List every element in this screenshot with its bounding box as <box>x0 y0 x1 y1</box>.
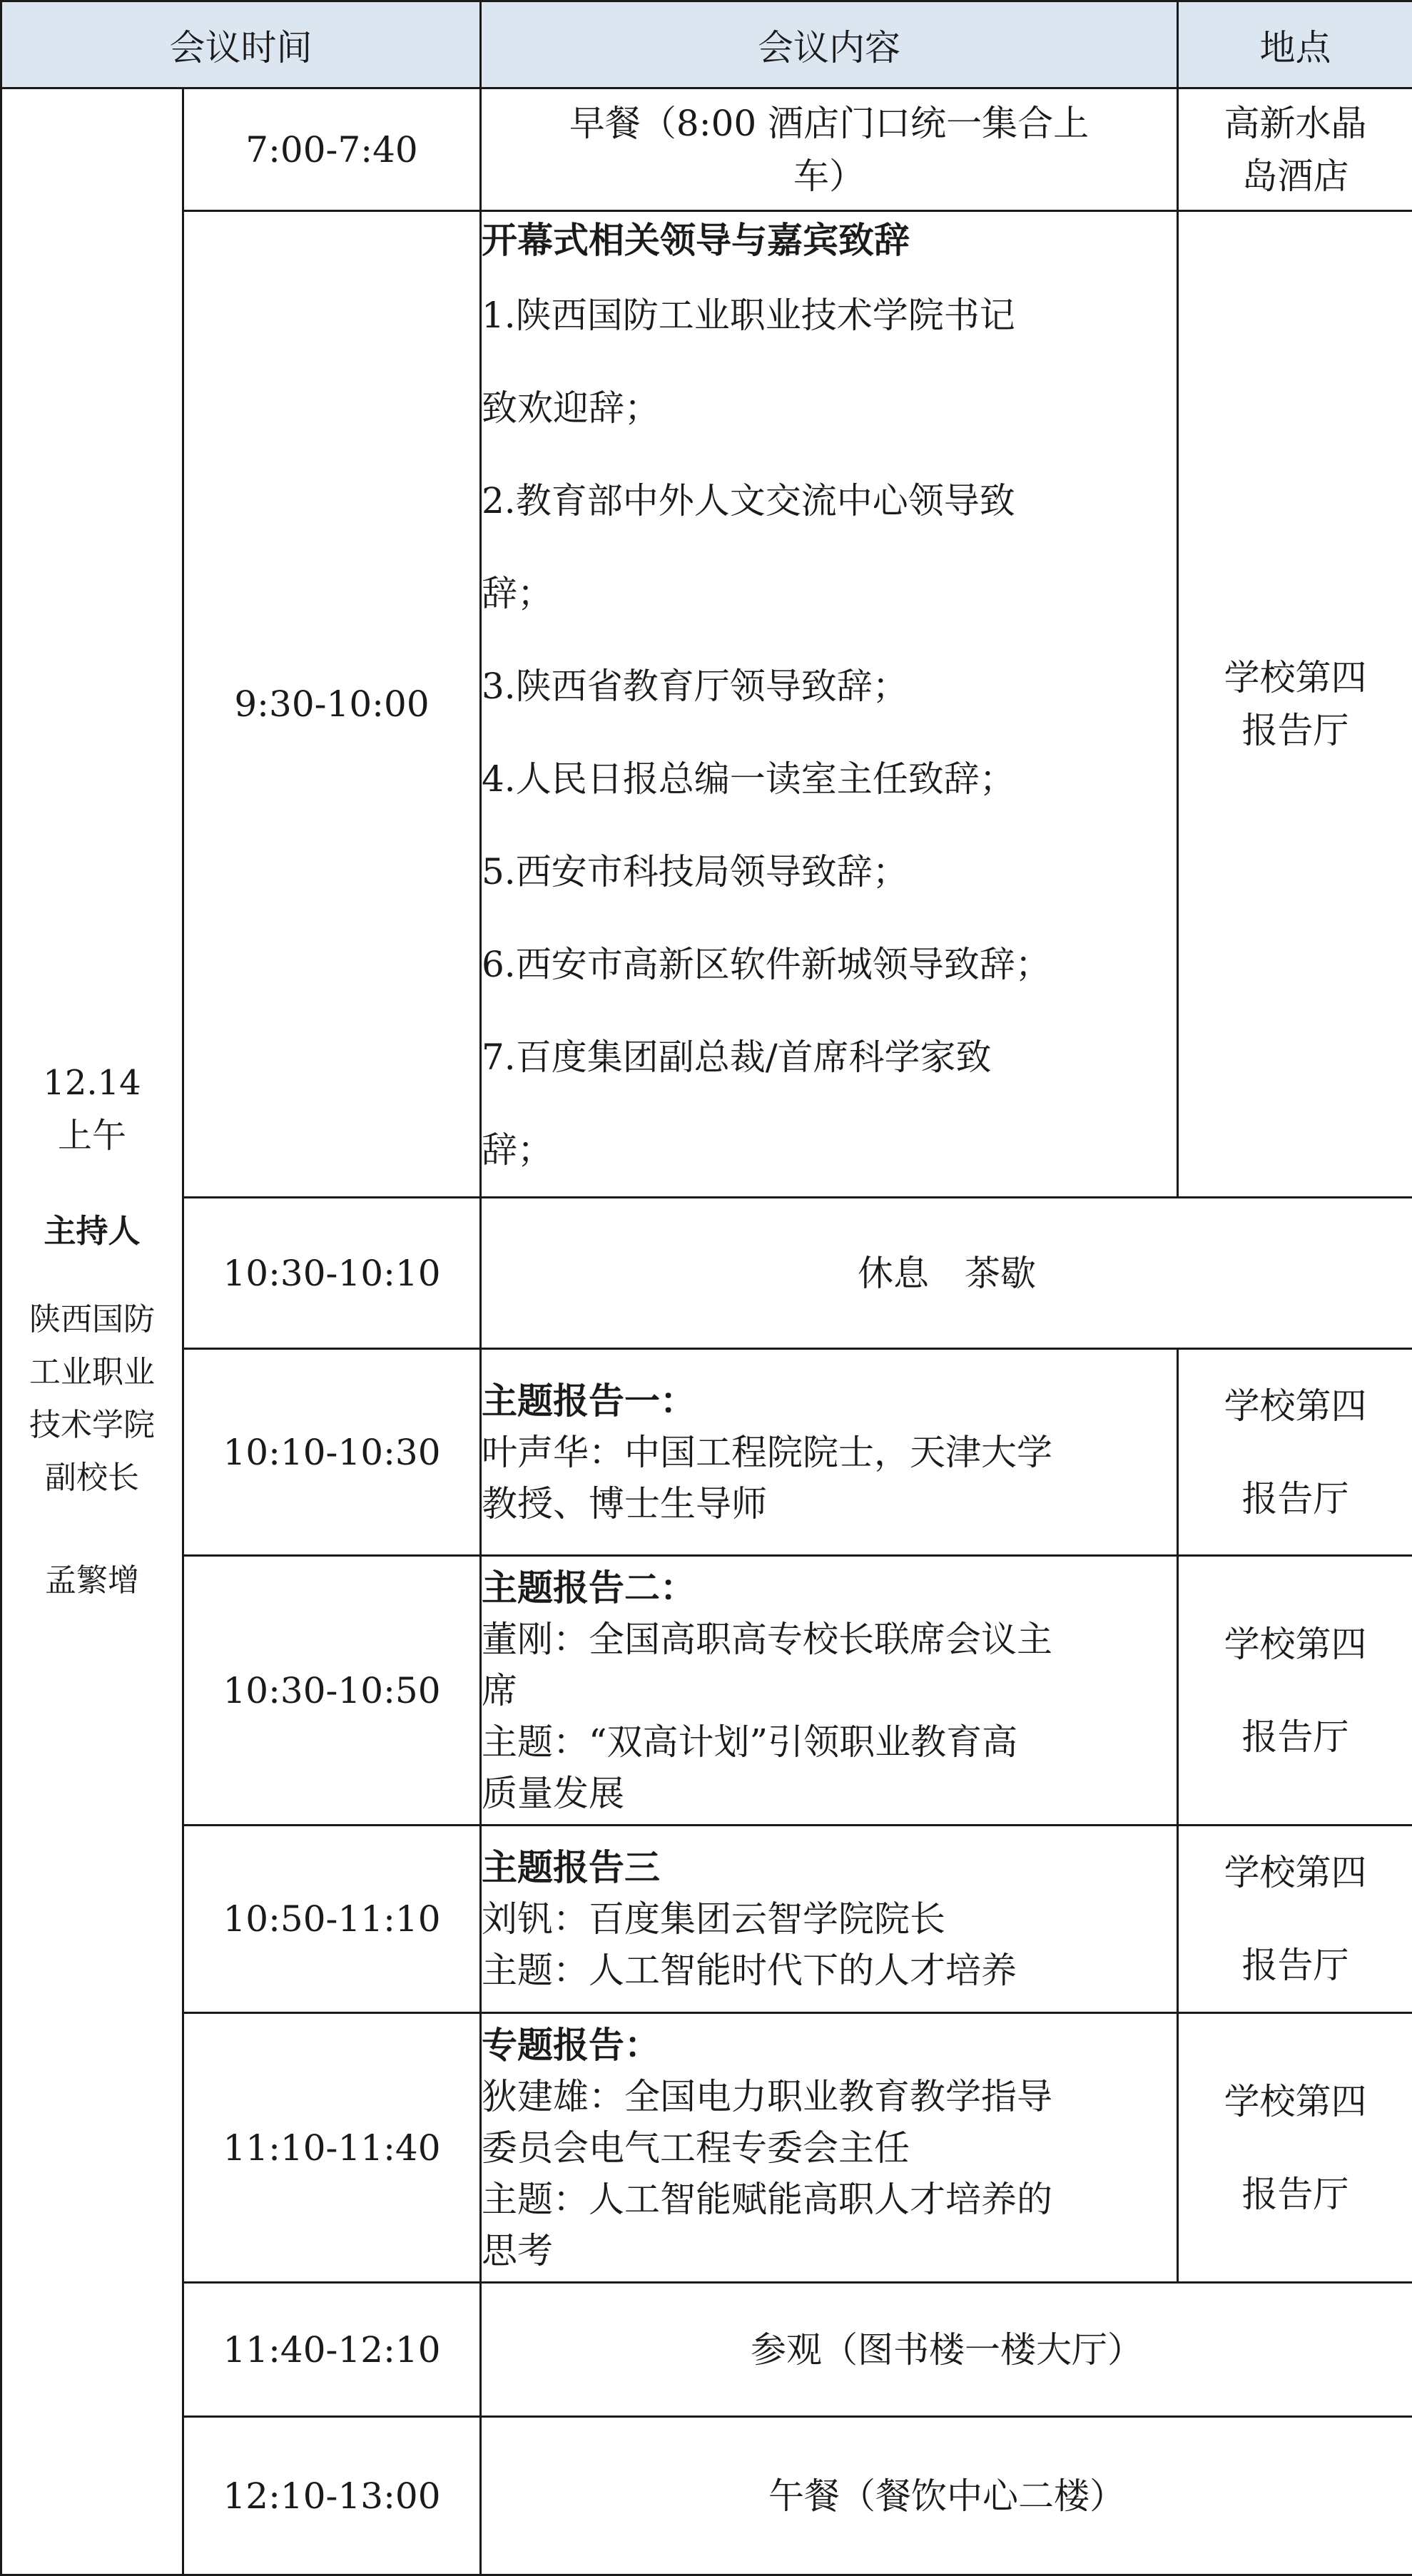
content-line: 早餐（8:00 酒店门口统一集合上 <box>482 97 1177 150</box>
location-line: 岛酒店 <box>1179 150 1412 203</box>
time-cell: 10:10-10:30 <box>183 1349 481 1556</box>
content-line: 质量发展 <box>482 1768 1177 1819</box>
location-line: 报告厅 <box>1179 2148 1412 2241</box>
table-row <box>1 2283 1412 2417</box>
session-date: 12.14 <box>2 1057 182 1109</box>
header-content: 会议内容 <box>481 1 1178 88</box>
content-title: 主题报告一： <box>482 1375 1177 1427</box>
content-cell <box>481 1349 1178 1556</box>
location-cell <box>1178 211 1412 1198</box>
time-cell: 10:50-11:10 <box>183 1826 481 2013</box>
location-cell <box>1178 1556 1412 1826</box>
content-line: 主题：“双高计划”引领职业教育高 <box>482 1716 1177 1768</box>
session-cell <box>1 88 183 2575</box>
table-row <box>1 1198 1412 1349</box>
content-title: 主题报告二： <box>482 1562 1177 1614</box>
location-cell <box>1178 1349 1412 1556</box>
time-cell: 11:10-11:40 <box>183 2013 481 2283</box>
header-location: 地点 <box>1178 1 1412 88</box>
host-org-line: 工业职业 <box>2 1346 182 1399</box>
content-cell <box>481 1826 1178 2013</box>
host-label: 主持人 <box>2 1205 182 1258</box>
content-title: 主题报告三 <box>482 1842 1177 1893</box>
table-row <box>1 88 1412 211</box>
content-line: 主题：人工智能时代下的人才培养 <box>482 1945 1177 1996</box>
content-cell: 参观（图书楼一楼大厅） <box>481 2283 1412 2417</box>
content-line: 6.西安市高新区软件新城领导致辞； <box>482 918 1177 1011</box>
location-cell <box>1178 1826 1412 2013</box>
content-line: 2.教育部中外人文交流中心领导致 <box>482 454 1177 547</box>
content-line: 教授、博士生导师 <box>482 1478 1177 1529</box>
table-row <box>1 1556 1412 1826</box>
session-period: 上午 <box>2 1109 182 1162</box>
content-cell <box>481 211 1178 1198</box>
content-cell <box>481 2013 1178 2283</box>
content-line: 席 <box>482 1665 1177 1716</box>
content-title: 专题报告： <box>482 2020 1177 2071</box>
time-cell: 7:00-7:40 <box>183 88 481 211</box>
location-line: 高新水晶 <box>1179 97 1412 150</box>
content-line: 车） <box>482 150 1177 203</box>
content-line: 4.人民日报总编一读室主任致辞； <box>482 733 1177 825</box>
content-line: 主题：人工智能赋能高职人才培养的 <box>482 2174 1177 2225</box>
location-line: 学校第四 <box>1179 1598 1412 1691</box>
content-line: 刘钒：百度集团云智学院院长 <box>482 1893 1177 1945</box>
time-cell: 9:30-10:00 <box>183 211 481 1198</box>
table-row <box>1 2013 1412 2283</box>
content-line: 3.陕西省教育厅领导致辞； <box>482 640 1177 733</box>
content-cell <box>481 1556 1178 1826</box>
location-cell <box>1178 2013 1412 2283</box>
location-line: 报告厅 <box>1179 1452 1412 1545</box>
content-line: 辞； <box>482 1104 1177 1196</box>
host-org-line: 陕西国防 <box>2 1293 182 1346</box>
time-cell: 10:30-10:50 <box>183 1556 481 1826</box>
content-line: 7.百度集团副总裁/首席科学家致 <box>482 1011 1177 1104</box>
content-title: 开幕式相关领导与嘉宾致辞 <box>482 212 1177 269</box>
content-line: 委员会电气工程专委会主任 <box>482 2122 1177 2174</box>
content-line: 叶声华：中国工程院院士，天津大学 <box>482 1427 1177 1478</box>
table-row <box>1 1826 1412 2013</box>
time-cell: 11:40-12:10 <box>183 2283 481 2417</box>
header-row <box>1 1 1412 88</box>
table-row <box>1 2417 1412 2575</box>
content-line: 辞； <box>482 547 1177 640</box>
location-line: 学校第四 <box>1179 1826 1412 1919</box>
host-org-line: 技术学院 <box>2 1399 182 1452</box>
content-cell <box>481 88 1178 211</box>
location-line: 学校第四 <box>1179 2055 1412 2148</box>
location-line: 学校第四 <box>1179 651 1412 704</box>
header-time: 会议时间 <box>1 1 481 88</box>
content-cell: 午餐（餐饮中心二楼） <box>481 2417 1412 2575</box>
host-name: 孟繁增 <box>2 1554 182 1607</box>
location-line: 学校第四 <box>1179 1360 1412 1452</box>
location-line: 报告厅 <box>1179 1919 1412 2012</box>
content-line: 董刚：全国高职高专校长联席会议主 <box>482 1614 1177 1665</box>
host-org-line: 副校长 <box>2 1452 182 1505</box>
content-line: 5.西安市科技局领导致辞； <box>482 825 1177 918</box>
location-line: 报告厅 <box>1179 704 1412 757</box>
time-cell: 10:30-10:10 <box>183 1198 481 1349</box>
location-cell <box>1178 88 1412 211</box>
time-cell: 12:10-13:00 <box>183 2417 481 2575</box>
content-line: 思考 <box>482 2225 1177 2276</box>
content-line: 狄建雄：全国电力职业教育教学指导 <box>482 2071 1177 2122</box>
table-row <box>1 211 1412 1198</box>
location-line: 报告厅 <box>1179 1691 1412 1783</box>
content-line: 1.陕西国防工业职业技术学院书记 <box>482 269 1177 362</box>
table-row <box>1 1349 1412 1556</box>
content-line: 致欢迎辞； <box>482 362 1177 454</box>
content-cell: 休息 茶歇 <box>481 1198 1412 1349</box>
